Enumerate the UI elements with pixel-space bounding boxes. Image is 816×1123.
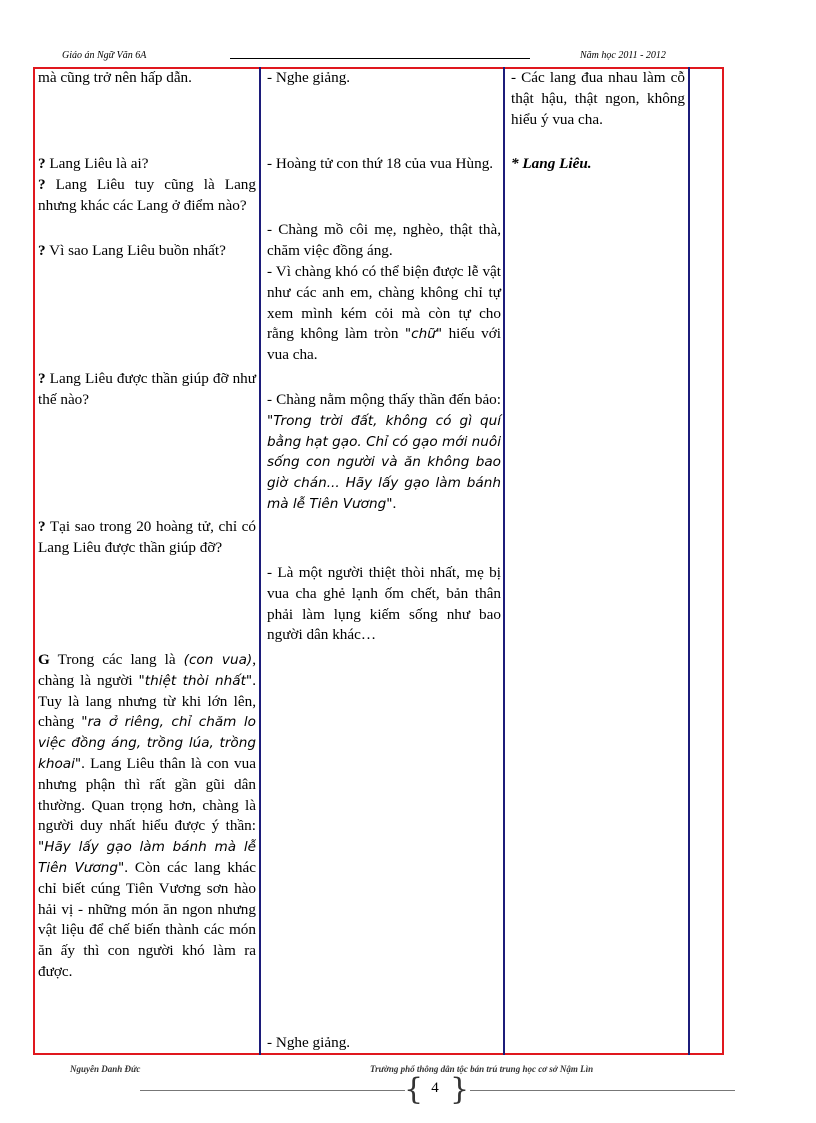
teacher-mark: G xyxy=(38,651,50,668)
brace-right-icon: } xyxy=(450,1072,470,1107)
answer-4 xyxy=(267,390,501,515)
question-mark: ? xyxy=(38,242,46,259)
blank-column xyxy=(688,67,722,1055)
q-text: Lang Liêu tuy cũng là Lang nhưng khác các Lang ở điểm nào? xyxy=(38,176,256,214)
t-italic: (con vua) xyxy=(183,652,253,668)
a-text: - Chàng nằm mộng thấy thần đến bảo: xyxy=(267,391,501,408)
question-2 xyxy=(38,175,256,217)
t-italic: "Hãy lấy gạo làm bánh mà lễ Tiên Vương" xyxy=(38,839,256,876)
n-text: - Các lang đua nhau làm cỗ thật hậu, thật ngon, không hiểu ý vua cha. xyxy=(511,69,685,128)
a-text: hiếu với vua cha. xyxy=(267,325,501,364)
q-text: Vì sao Lang Liêu buồn nhất? xyxy=(45,242,226,259)
q-text: mà cũng trở nên hấp dẫn. xyxy=(38,69,192,86)
t-italic: "thiệt thòi nhất" xyxy=(138,672,253,689)
t-text: . Lang Liêu thân là con vua nhưng phận thì rất gần gũi dân thường. Quan trọng hơn, chàng là người duy nhất hiểu được ý thần: xyxy=(38,754,256,835)
q-text: Lang Liêu là ai? xyxy=(45,155,149,172)
footer-right: Trường phổ thông dân tộc bán trú trung học cơ sở Nậm Lìn xyxy=(370,1064,594,1074)
brace-left-icon: { xyxy=(404,1072,424,1107)
a-text: . xyxy=(392,494,397,512)
t-text: Trong các lang là xyxy=(49,651,184,668)
teacher-explanation xyxy=(38,650,256,983)
a-text: - Nghe giảng. xyxy=(267,1034,351,1051)
a-text: - Hoàng tử con thứ 18 của vua Hùng. xyxy=(267,155,494,172)
a-text: - Vì chàng khó có thể biện được lễ vật như các anh em, chàng không chỉ tự xem mình kém cỏi mà còn tự cho rằng không làm tròn xyxy=(267,263,501,343)
answer-3 xyxy=(267,262,501,366)
answer-column xyxy=(259,67,503,1055)
question-5 xyxy=(38,517,256,559)
q-text: Lang Liêu được thần giúp đỡ như thế nào? xyxy=(38,370,256,408)
a-italic: "Trong trời đất, không có gì quí bằng hạt gạo. Chỉ có gạo mới nuôi sống con người và ăn không bao giờ chán... Hãy lấy gạo làm bánh mà lễ Tiên Vương" xyxy=(267,412,501,512)
question-mark: ? xyxy=(38,370,46,387)
notes-column xyxy=(503,67,688,1055)
question-3 xyxy=(38,241,256,262)
header-rule xyxy=(230,58,530,59)
n-heading: * Lang Liêu. xyxy=(511,155,592,172)
footer-rule-right xyxy=(470,1090,735,1091)
question-4 xyxy=(38,369,256,411)
footer-rule-left xyxy=(140,1090,405,1091)
t-text: . Tuy là lang nhưng từ khi lớn lên, chàng xyxy=(38,671,256,731)
a-text: - Là một người thiệt thòi nhất, mẹ bị vua cha ghẻ lạnh ốm chết, bản thân phải làm lụng kiếm sống như bao người dân khác… xyxy=(267,564,501,644)
t-text: , chàng là người xyxy=(38,651,256,689)
question-1 xyxy=(38,154,256,175)
q-text: Tại sao trong 20 hoàng tử, chỉ có Lang Liêu được thần giúp đỡ? xyxy=(38,518,256,556)
t-text: . Còn các lang khác chỉ biết cúng Tiên Vương sơn hào hải vị - những món ăn ngon nhưng vật liệu để chế biến thành các món ăn ấy thì con người khó làm ra được. xyxy=(38,858,256,980)
question-column xyxy=(35,67,259,1055)
t-italic: "ra ở riêng, chỉ chăm lo việc đồng áng, trồng lúa, trồng khoai" xyxy=(38,714,256,772)
header-left: Giáo án Ngữ Văn 6A xyxy=(62,50,147,61)
question-mark: ? xyxy=(38,518,46,535)
header-right: Năm học 2011 - 2012 xyxy=(580,50,666,61)
a-text: - Chàng mồ côi mẹ, nghèo, thật thà, chăm việc đồng áng. xyxy=(267,221,501,259)
question-mark: ? xyxy=(38,155,46,172)
page-number: 4 xyxy=(431,1080,439,1096)
a-italic: "chữ" xyxy=(404,326,443,343)
question-mark: ? xyxy=(38,176,46,193)
a-text: - Nghe giảng. xyxy=(267,69,351,86)
footer-left: Nguyễn Danh Đức xyxy=(70,1064,141,1074)
